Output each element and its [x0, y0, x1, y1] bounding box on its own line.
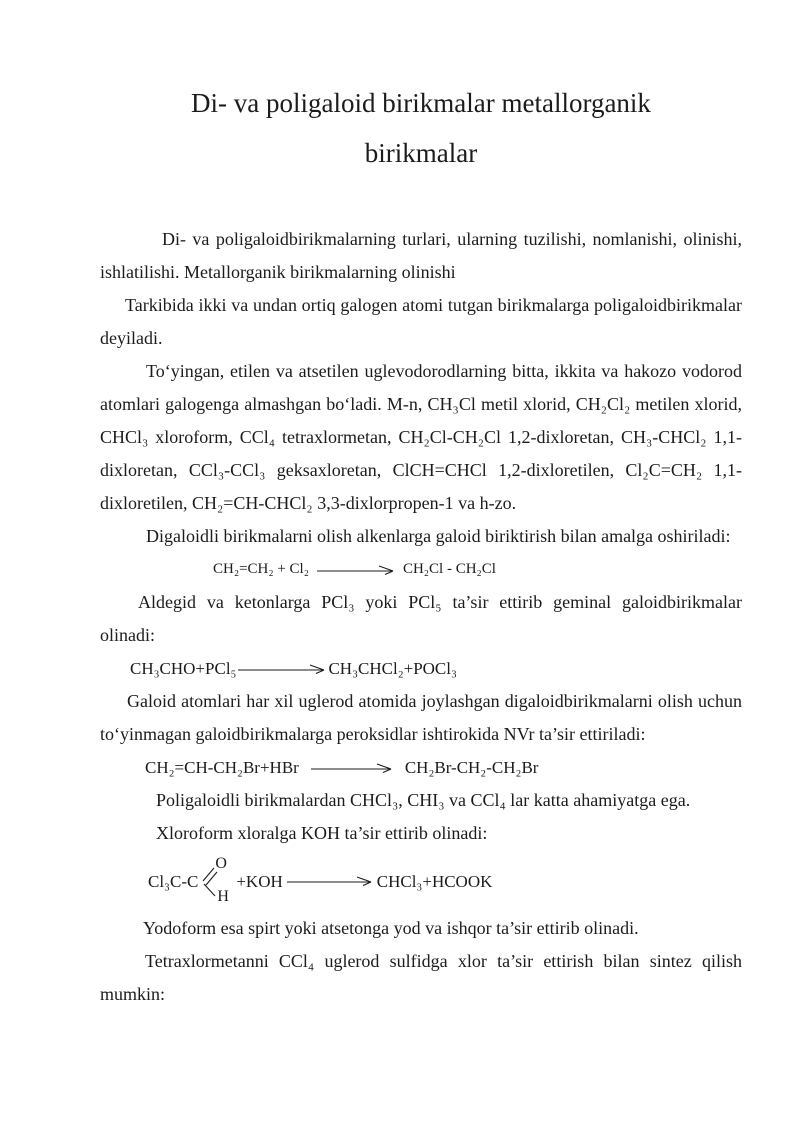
equation-chloral-koh	[148, 852, 742, 910]
equation-right-side: CH₂Br-CH₂-CH₂Br	[404, 758, 539, 777]
reaction-arrow-icon	[287, 874, 373, 888]
oxygen-atom-label: O	[215, 855, 227, 872]
paragraph-geminal-method: Aldegid va ketonlarga PCl₃ yoki PCl₅ ta’sir ettirib geminal galoidbirikmalar olinadi:	[100, 592, 742, 645]
page-title-line-2: birikmalar	[364, 138, 478, 168]
equation-allylbromide-hbr	[145, 751, 742, 784]
paragraph-iodoform-method: Yodoform esa spirt yoki atsetonga yod va ishqor ta’sir ettirib olinadi.	[143, 918, 639, 938]
paragraph-examples: To‘yingan, etilen va atsetilen uglevodorodlarning bitta, ikkita va hakozo vodorod atomlari galogenga almashgan bo‘ladi. M-n, CH₃Cl metil xlorid, CH₂Cl₂ metilen xlorid, CHCl₃ xloroform, CCl₄ tetraxlormetan, CH₂Cl-CH₂Cl 1,2-dixloretan, CH₃-CHCl₂ 1,1-dixloretan, CCl₃-CCl₃ geksaxloretan, ClCH=CHCl 1,2-dixloretilen, Cl₂C=CH₂ 1,1-dixloretilen, CH₂=CH-CHCl₂ 3,3-dixlorpropen-1 va h-zo.	[100, 361, 742, 513]
equation-right-side: CH₂Cl - CH₂Cl	[402, 561, 496, 577]
hydrogen-atom-label: H	[217, 888, 229, 905]
equation-left-side: Cl₃C-C	[148, 871, 199, 891]
equation-right-side: CH₃CHCl₂+POCl₃	[328, 659, 457, 678]
reaction-arrow-icon	[317, 563, 395, 577]
equation-left-side: CH₂=CH₂ + Cl₂	[213, 561, 309, 577]
paragraph-digaloid-method: Digaloidli birikmalarni olish alkenlarga galoid biriktirish bilan amalga oshiriladi:	[146, 526, 731, 546]
aldehyde-group-structure	[202, 855, 232, 907]
equation-reagent: +KOH	[236, 871, 283, 891]
reaction-arrow-icon	[311, 761, 393, 775]
reaction-arrow-icon	[238, 662, 326, 676]
equation-left-side: CH₃CHO+PCl₅	[130, 659, 237, 678]
page-title	[100, 78, 742, 178]
page-title-line-1: Di- va poligaloid birikmalar metallorganik	[191, 88, 651, 118]
paragraph-chloroform-method: Xloroform xloralga KOH ta’sir ettirib olinadi:	[156, 823, 488, 843]
paragraph-important-compounds: Poligaloidli birikmalardan CHCl₃, CHI₃ va CCl₄ lar katta ahamiyatga ega.	[156, 790, 691, 810]
equation-acetaldehyde-pcl5	[130, 652, 742, 685]
paragraph-definition: Tarkibida ikki va undan ortiq galogen atomi tutgan birikmalarga poligaloidbirikmalar deyiladi.	[100, 295, 742, 348]
paragraph-peroxide-method: Galoid atomlari har xil uglerod atomida joylashgan digaloidbirikmalarni olish uchun to‘yinmagan galoidbirikmalarga peroksidlar ishtirokida NVr ta’sir ettiriladi:	[100, 691, 742, 744]
paragraph-intro: Di- va poligaloidbirikmalarning turlari, ularning tuzilishi, nomlanishi, olinishi, ishlatilishi. Metallorganik birikmalarning olinishi	[100, 229, 742, 282]
paragraph-ccl4-method: Tetraxlormetanni CCl₄ uglerod sulfidga xlor ta’sir ettirish bilan sintez qilish mumkin:	[100, 951, 742, 1004]
equation-right-side: CHCl₃+HCOOK	[376, 871, 493, 891]
equation-left-side: CH₂=CH-CH₂Br+HBr	[145, 758, 299, 777]
equation-ethylene-chlorination	[213, 553, 742, 586]
